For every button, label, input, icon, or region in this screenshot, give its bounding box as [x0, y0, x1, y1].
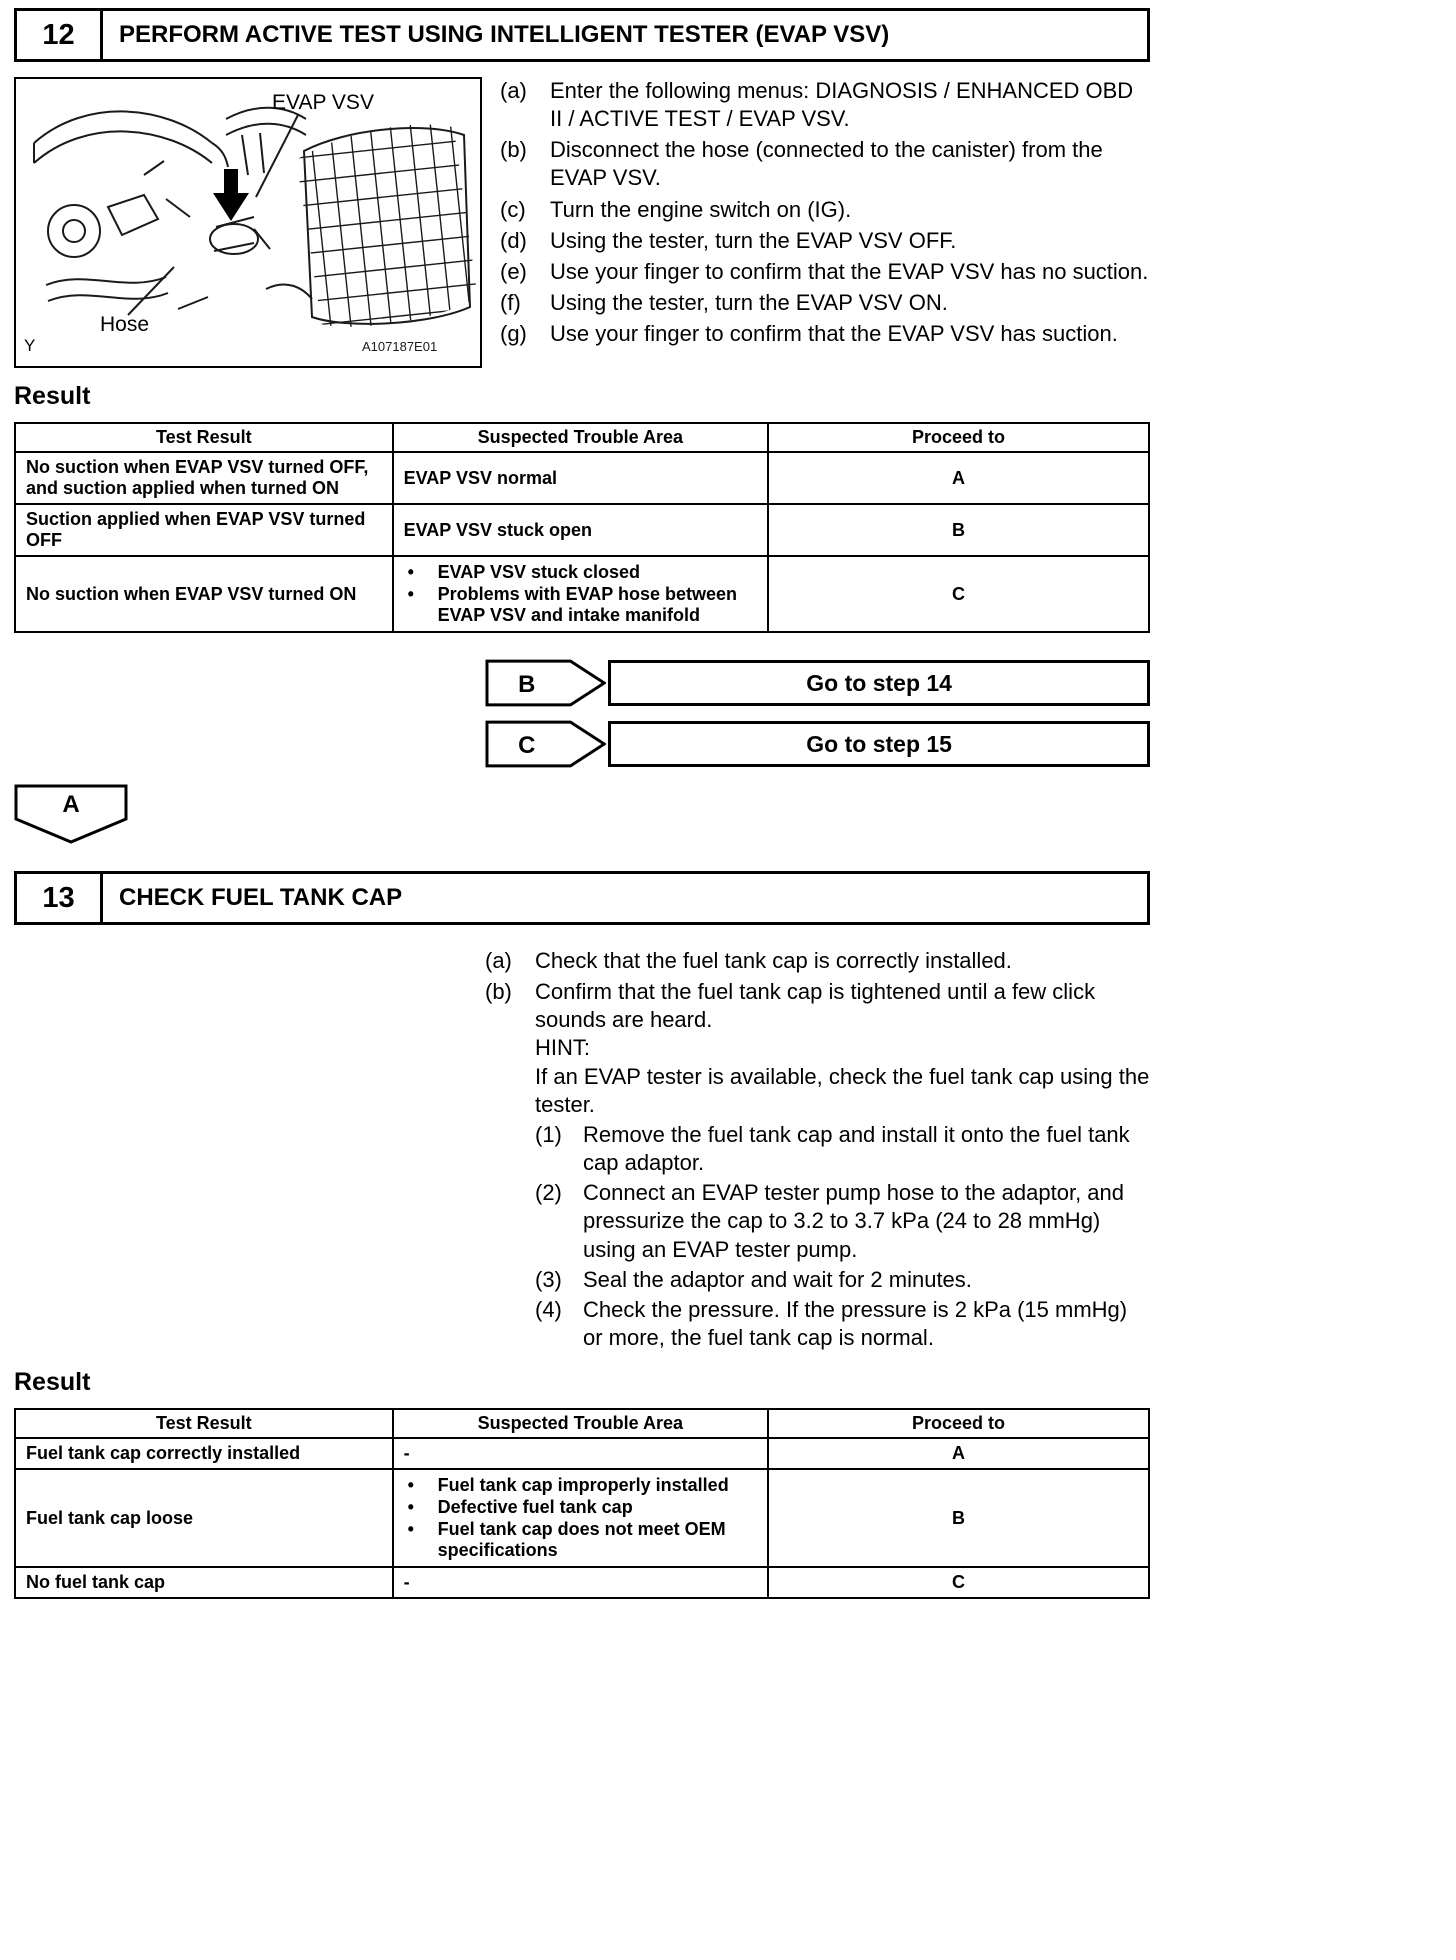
- sub-step-item: [535, 1121, 1150, 1177]
- engine-bay-line-art: [16, 79, 480, 361]
- goto-step-14-box: Go to step 14: [608, 660, 1150, 706]
- hose-bend: [212, 143, 228, 167]
- instruction-text: Confirm that the fuel tank cap is tightened until a few click sounds are heard.: [535, 979, 1096, 1033]
- instruction-label: (a): [500, 78, 527, 103]
- sub-step-text: Seal the adaptor and wait for 2 minutes.: [583, 1266, 972, 1292]
- instruction-item: [500, 136, 1150, 192]
- table-header-row: [15, 423, 1149, 452]
- trouble-area-cell: -: [393, 1567, 768, 1598]
- sub-step-item: [535, 1179, 1150, 1263]
- instruction-text: Use your finger to confirm that the EVAP VSV has no suction.: [550, 258, 1149, 284]
- connector-b-shape: [485, 659, 606, 707]
- step-12-header: [14, 8, 1150, 62]
- figure-label-hose: Hose: [100, 313, 150, 336]
- instruction-label: (e): [500, 258, 527, 284]
- table-row: [15, 504, 1149, 556]
- step-13-title: CHECK FUEL TANK CAP: [119, 884, 403, 911]
- table-row: [15, 452, 1149, 504]
- sub-step-item: [535, 1296, 1150, 1352]
- sub-step-text: Check the pressure. If the pressure is 2 kPa (15 mmHg) or more, the fuel tank cap is normal.: [583, 1296, 1128, 1351]
- table-row: [15, 1567, 1149, 1598]
- instruction-label: (g): [500, 321, 527, 347]
- proceed-to-cell: A: [768, 1438, 1149, 1469]
- instruction-item: [485, 978, 1150, 1354]
- sub-step-text: Connect an EVAP tester pump hose to the adaptor, and pressurize the cap to 3.2 to 3.7 kPa (24 to 28 mmHg) using an EVAP tester pump.: [583, 1180, 1124, 1262]
- hint-text: If an EVAP tester is available, check the fuel tank cap using the tester.: [535, 1063, 1150, 1117]
- hose-line: [34, 111, 212, 143]
- instruction-item: [500, 196, 1150, 224]
- step-13-result-heading: Result: [14, 1368, 91, 1397]
- bullet-item: • Problems with EVAP hose between EVAP VSV and intake manifold: [404, 584, 757, 626]
- trouble-area-cell: [393, 556, 768, 632]
- table-row: [15, 1469, 1149, 1567]
- hose-leader-line: [128, 267, 174, 315]
- down-arrow-icon: [213, 169, 249, 221]
- column-header-test-result: Test Result: [15, 423, 393, 452]
- lower-hose: [46, 277, 166, 285]
- bullet-item: • EVAP VSV stuck closed: [404, 562, 757, 583]
- instruction-label: (d): [500, 227, 527, 253]
- sub-steps: [535, 1121, 1150, 1352]
- test-result-cell: No suction when EVAP VSV turned ON: [15, 556, 393, 632]
- instruction-text-wrap: [535, 978, 1150, 1354]
- evap-vsv-figure: [14, 77, 482, 368]
- step-12-result-heading: Result: [14, 382, 91, 410]
- step-13-number: 13: [17, 874, 103, 922]
- step-12-number: 12: [17, 11, 103, 59]
- connector-c-label: C: [518, 731, 536, 759]
- instruction-item: [485, 947, 1150, 975]
- proceed-to-cell: B: [768, 504, 1149, 556]
- sub-step-text: Remove the fuel tank cap and install it onto the fuel tank cap adaptor.: [583, 1121, 1130, 1176]
- pipe-lines: [242, 133, 264, 175]
- instruction-label: (a): [485, 948, 512, 973]
- instruction-item: [500, 320, 1150, 348]
- round-component-inner: [63, 220, 85, 242]
- step-12-body: [14, 77, 1150, 368]
- trouble-area-bullet-list: [404, 562, 757, 626]
- step-13-header: [14, 871, 1150, 925]
- test-result-cell: No fuel tank cap: [15, 1567, 393, 1598]
- column-header-trouble-area: Suspected Trouble Area: [393, 1409, 768, 1438]
- figure-corner-label: Y: [24, 336, 36, 355]
- sub-step-label: (4): [535, 1296, 562, 1322]
- continue-connector-a: [14, 784, 1150, 849]
- connector-row-b: [485, 659, 1150, 707]
- figure-code: A107187E01: [362, 339, 438, 354]
- column-header-test-result: Test Result: [15, 1409, 393, 1438]
- step-12-instructions: [482, 77, 1150, 351]
- step-13-instructions: [485, 947, 1150, 1354]
- instruction-text: Enter the following menus: DIAGNOSIS / ENHANCED OBD II / ACTIVE TEST / EVAP VSV.: [550, 78, 1134, 132]
- instruction-text: Using the tester, turn the EVAP VSV ON.: [550, 290, 948, 316]
- lower-hose: [48, 293, 168, 301]
- test-result-cell: Fuel tank cap correctly installed: [15, 1438, 393, 1469]
- bracket-shape: [108, 195, 158, 235]
- instruction-text: Check that the fuel tank cap is correctly installed.: [535, 948, 1012, 973]
- table-row: [15, 1438, 1149, 1469]
- instruction-item: [500, 77, 1150, 133]
- bullet-item: • Fuel tank cap improperly installed: [404, 1475, 757, 1496]
- instruction-label: (b): [485, 979, 512, 1005]
- instruction-item: [500, 227, 1150, 255]
- connector-row-c: [485, 720, 1150, 768]
- hose-line: [34, 131, 212, 163]
- proceed-to-cell: C: [768, 556, 1149, 632]
- instruction-label: (f): [500, 290, 521, 316]
- instruction-text: Use your finger to confirm that the EVAP VSV has suction.: [550, 321, 1118, 347]
- test-result-cell: Fuel tank cap loose: [15, 1469, 393, 1567]
- table-header-row: [15, 1409, 1149, 1438]
- trouble-area-cell: [393, 1469, 768, 1567]
- proceed-to-cell: A: [768, 452, 1149, 504]
- trouble-area-bullet-list: [404, 1475, 757, 1561]
- intake-manifold-outline: [304, 128, 470, 324]
- pentagon-a-shape: [14, 784, 128, 844]
- hose-line: [226, 124, 306, 135]
- instruction-label: (b): [500, 137, 527, 163]
- instruction-item: [500, 289, 1150, 317]
- column-header-proceed-to: Proceed to: [768, 423, 1149, 452]
- proceed-to-cell: C: [768, 1567, 1149, 1598]
- step-13-result-table: [14, 1408, 1150, 1599]
- sub-step-label: (3): [535, 1266, 562, 1292]
- connector-c-shape: [485, 720, 606, 768]
- page-content: [14, 8, 1150, 1599]
- bullet-item: • Fuel tank cap does not meet OEM specifications: [404, 1519, 757, 1561]
- test-result-cell: No suction when EVAP VSV turned OFF, and suction applied when turned ON: [15, 452, 393, 504]
- proceed-to-cell: B: [768, 1469, 1149, 1567]
- column-header-trouble-area: Suspected Trouble Area: [393, 423, 768, 452]
- figure-label-evap-vsv: EVAP VSV: [272, 91, 374, 114]
- round-component: [48, 205, 100, 257]
- sub-step-label: (1): [535, 1121, 562, 1147]
- step-12-result-table: [14, 422, 1150, 633]
- hint-label: HINT:: [535, 1035, 590, 1061]
- trouble-area-cell: EVAP VSV normal: [393, 452, 768, 504]
- vsv-detail: [214, 217, 270, 251]
- instruction-text: Disconnect the hose (connected to the canister) from the EVAP VSV.: [550, 137, 1103, 191]
- column-header-proceed-to: Proceed to: [768, 1409, 1149, 1438]
- table-row: [15, 556, 1149, 632]
- trouble-area-cell: EVAP VSV stuck open: [393, 504, 768, 556]
- instruction-text: Using the tester, turn the EVAP VSV OFF.: [550, 227, 957, 253]
- goto-step-15-box: Go to step 15: [608, 721, 1150, 767]
- connector-b-label: B: [518, 670, 536, 698]
- bullet-item: • Defective fuel tank cap: [404, 1497, 757, 1518]
- step-12-title: PERFORM ACTIVE TEST USING INTELLIGENT TESTER (EVAP VSV): [119, 21, 890, 48]
- instruction-item: [500, 258, 1150, 286]
- sub-step-label: (2): [535, 1180, 562, 1206]
- trouble-area-cell: -: [393, 1438, 768, 1469]
- pentagon-a-label: A: [62, 791, 80, 818]
- instruction-label: (c): [500, 196, 526, 222]
- test-result-cell: Suction applied when EVAP VSV turned OFF: [15, 504, 393, 556]
- sub-step-item: [535, 1266, 1150, 1294]
- instruction-text: Turn the engine switch on (IG).: [550, 196, 852, 222]
